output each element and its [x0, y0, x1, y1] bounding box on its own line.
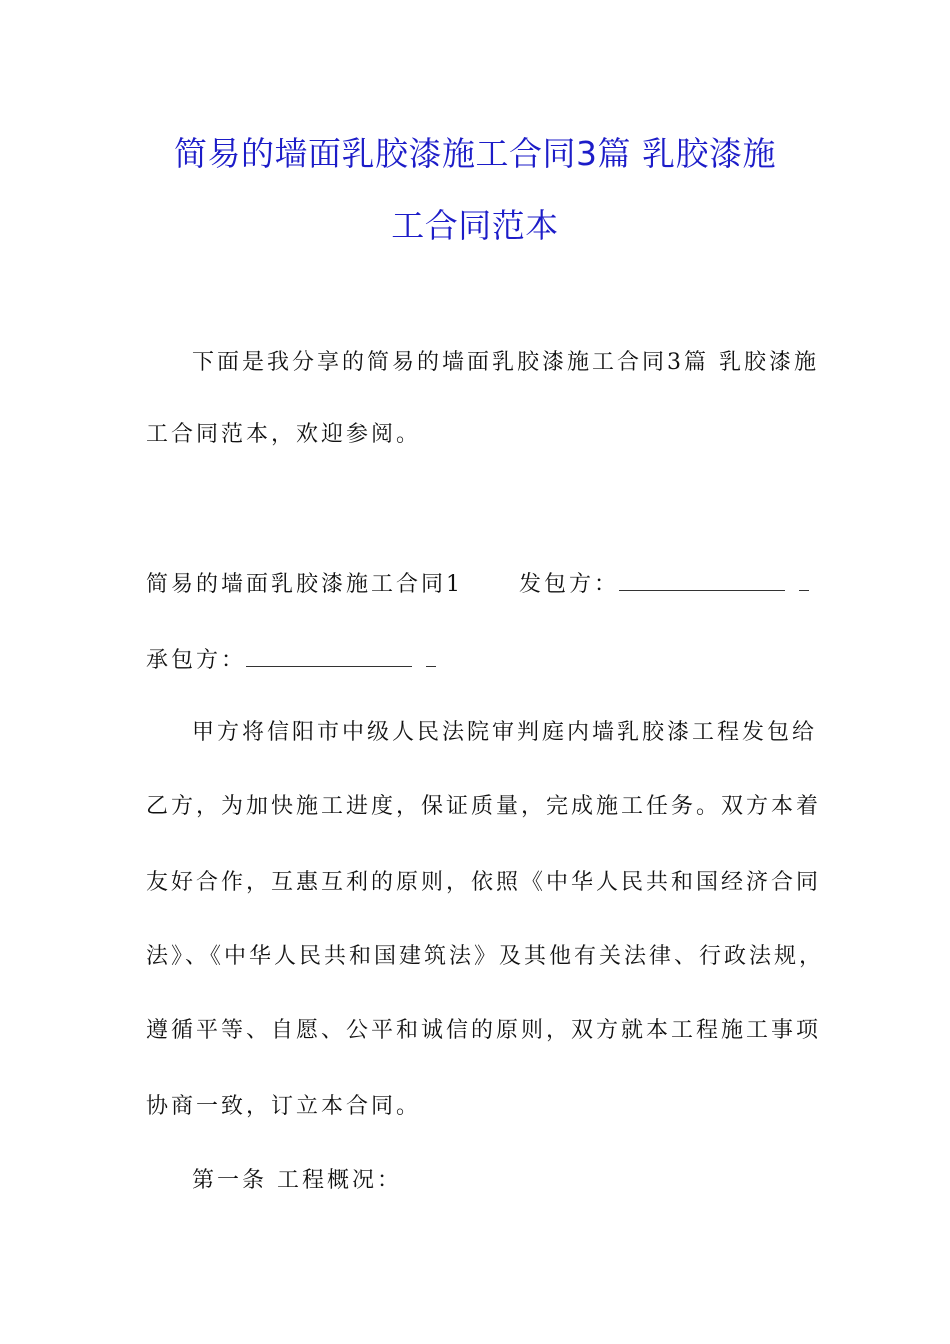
- party-b-line: [146, 646, 436, 676]
- intro-line-2: 工合同范本，欢迎参阅。: [146, 422, 422, 447]
- document-title-line-1: 简易的墙面乳胶漆施工合同3篇 乳胶漆施: [174, 134, 776, 173]
- article-1-heading: 第一条 工程概况：: [192, 1168, 402, 1193]
- party-b-blank-tail: [426, 646, 436, 667]
- contract-heading: 简易的墙面乳胶漆施工合同1: [146, 572, 463, 597]
- document-title-line-2: 工合同范本: [391, 206, 559, 245]
- body-line-6: 协商一致，订立本合同。: [146, 1094, 422, 1119]
- body-line-1: 甲方将信阳市中级人民法院审判庭内墙乳胶漆工程发包给: [192, 720, 818, 745]
- party-a-blank-tail: [799, 570, 809, 591]
- body-line-5: 遵循平等、自愿、公平和诚信的原则，双方就本工程施工事项: [146, 1018, 822, 1043]
- party-a-blank: [619, 570, 785, 591]
- body-line-2: 乙方，为加快施工进度，保证质量，完成施工任务。双方本着: [146, 794, 822, 819]
- party-a-label: 发包方：: [519, 572, 620, 597]
- intro-line-1: 下面是我分享的简易的墙面乳胶漆施工合同3篇 乳胶漆施: [192, 350, 819, 375]
- party-b-blank: [246, 646, 412, 667]
- party-b-label: 承包方：: [146, 648, 247, 673]
- body-line-4: 法》、《中华人民共和国建筑法》及其他有关法律、行政法规，: [146, 944, 825, 969]
- contract-header-line: [146, 570, 809, 600]
- body-line-3: 友好合作，互惠互利的原则，依照《中华人民共和国经济合同: [146, 870, 822, 895]
